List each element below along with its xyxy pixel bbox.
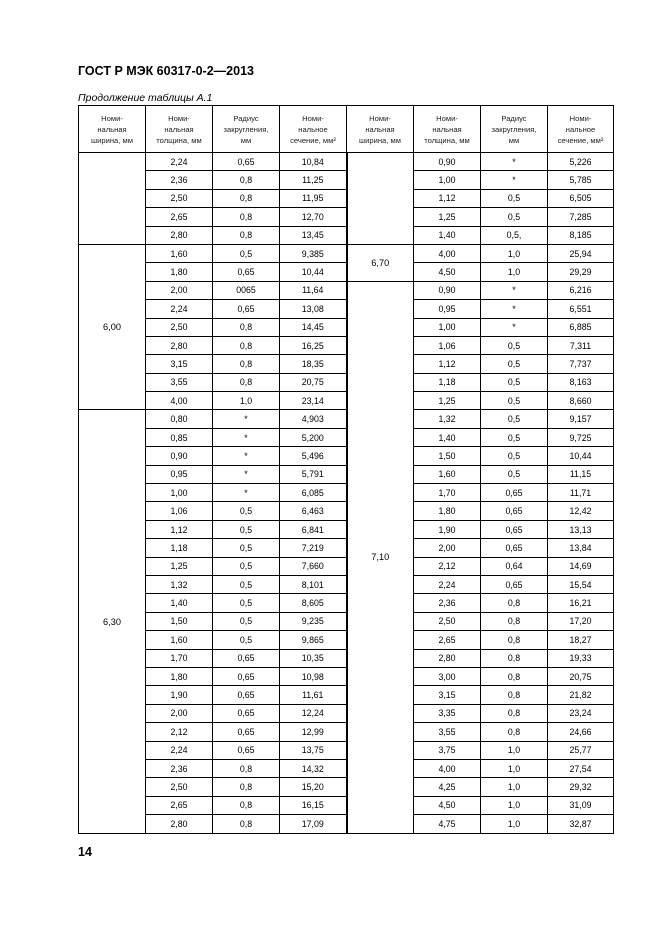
radius-cell: 0,5: [213, 539, 280, 557]
area-cell: 19,33: [548, 649, 614, 667]
thickness-cell: 1,12: [414, 355, 481, 373]
radius-cell: 0,5,: [481, 226, 548, 244]
thickness-cell: 2,36: [146, 171, 213, 189]
header-cell: Номи- нальное сечение, мм²: [548, 106, 614, 153]
radius-cell: *: [481, 281, 548, 299]
thickness-cell: 1,90: [414, 520, 481, 538]
area-cell: 9,157: [548, 410, 614, 428]
area-cell: 10,44: [280, 263, 347, 281]
thickness-cell: 1,18: [414, 373, 481, 391]
area-cell: 11,95: [280, 189, 347, 207]
thickness-cell: 3,15: [146, 355, 213, 373]
area-cell: 7,285: [548, 208, 614, 226]
table-row: [79, 281, 614, 299]
area-cell: 15,20: [280, 778, 347, 796]
radius-cell: 0,5: [481, 355, 548, 373]
table-body: [79, 153, 614, 834]
area-cell: 6,841: [280, 520, 347, 538]
width-cell: [79, 153, 146, 245]
table-row: [79, 392, 614, 410]
radius-cell: 0065: [213, 281, 280, 299]
thickness-cell: 1,32: [414, 410, 481, 428]
radius-cell: 0,8: [213, 796, 280, 814]
table-row: [79, 815, 614, 834]
area-cell: 11,25: [280, 171, 347, 189]
area-cell: 32,87: [548, 815, 614, 834]
thickness-cell: 2,12: [146, 723, 213, 741]
thickness-cell: 2,00: [146, 704, 213, 722]
table-row: [79, 336, 614, 354]
area-cell: 6,505: [548, 189, 614, 207]
header-cell: Номи- нальное сечение, мм²: [280, 106, 347, 153]
table-row: [79, 373, 614, 391]
area-cell: 18,27: [548, 631, 614, 649]
thickness-cell: 4,75: [414, 815, 481, 834]
thickness-cell: 1,18: [146, 539, 213, 557]
table-row: [79, 539, 614, 557]
area-cell: 4,903: [280, 410, 347, 428]
radius-cell: 0,5: [481, 428, 548, 446]
thickness-cell: 2,50: [146, 189, 213, 207]
area-cell: 13,84: [548, 539, 614, 557]
thickness-cell: 1,40: [146, 594, 213, 612]
width-cell: 6,30: [79, 410, 146, 834]
thickness-cell: 4,50: [414, 796, 481, 814]
area-cell: 13,08: [280, 300, 347, 318]
area-cell: 8,605: [280, 594, 347, 612]
radius-cell: 0,8: [213, 189, 280, 207]
thickness-cell: 1,25: [146, 557, 213, 575]
radius-cell: 0,65: [481, 575, 548, 593]
thickness-cell: 3,15: [414, 686, 481, 704]
radius-cell: 0,8: [481, 686, 548, 704]
thickness-cell: 0,80: [146, 410, 213, 428]
thickness-cell: 1,06: [414, 336, 481, 354]
header-cell: Радиус закругления, мм: [213, 106, 280, 153]
radius-cell: 1,0: [481, 741, 548, 759]
thickness-cell: 3,00: [414, 667, 481, 685]
radius-cell: 0,65: [213, 741, 280, 759]
radius-cell: 0,64: [481, 557, 548, 575]
table-row: [79, 686, 614, 704]
radius-cell: 0,8: [481, 631, 548, 649]
thickness-cell: 2,24: [414, 575, 481, 593]
thickness-cell: 1,50: [146, 612, 213, 630]
radius-cell: 0,8: [481, 594, 548, 612]
area-cell: 9,865: [280, 631, 347, 649]
header-cell: Номи- нальная толщина, мм: [146, 106, 213, 153]
area-cell: 6,216: [548, 281, 614, 299]
thickness-cell: 1,70: [414, 484, 481, 502]
thickness-cell: 1,80: [146, 667, 213, 685]
area-cell: 9,725: [548, 428, 614, 446]
area-cell: 17,20: [548, 612, 614, 630]
area-cell: 7,311: [548, 336, 614, 354]
header-cell: Номи- нальная ширина, мм: [79, 106, 146, 153]
thickness-cell: 3,55: [414, 723, 481, 741]
radius-cell: 0,65: [481, 484, 548, 502]
table-row: [79, 631, 614, 649]
radius-cell: 0,8: [481, 667, 548, 685]
area-cell: 12,99: [280, 723, 347, 741]
table-row: [79, 796, 614, 814]
radius-cell: 0,5: [481, 392, 548, 410]
thickness-cell: 1,60: [146, 631, 213, 649]
area-cell: 13,13: [548, 520, 614, 538]
area-cell: 14,32: [280, 759, 347, 777]
thickness-cell: 4,00: [146, 392, 213, 410]
radius-cell: 0,65: [481, 520, 548, 538]
area-cell: 14,45: [280, 318, 347, 336]
table-caption: Продолжение таблицы А.1: [78, 92, 213, 104]
thickness-cell: 2,24: [146, 153, 213, 171]
area-cell: 20,75: [548, 667, 614, 685]
area-cell: 7,660: [280, 557, 347, 575]
table-row: [79, 318, 614, 336]
table-row: [79, 410, 614, 428]
area-cell: 13,75: [280, 741, 347, 759]
thickness-cell: 1,70: [146, 649, 213, 667]
radius-cell: 0,8: [213, 171, 280, 189]
table-row: [79, 171, 614, 189]
table-row: [79, 594, 614, 612]
radius-cell: 0,65: [213, 723, 280, 741]
radius-cell: 0,5: [481, 208, 548, 226]
area-cell: 6,463: [280, 502, 347, 520]
area-cell: 29,32: [548, 778, 614, 796]
radius-cell: 0,65: [213, 649, 280, 667]
thickness-cell: 1,12: [414, 189, 481, 207]
thickness-cell: 4,50: [414, 263, 481, 281]
thickness-cell: 1,12: [146, 520, 213, 538]
header-cell: Радиус закругления, мм: [481, 106, 548, 153]
thickness-cell: 2,65: [146, 208, 213, 226]
thickness-cell: 2,80: [414, 649, 481, 667]
area-cell: 21,82: [548, 686, 614, 704]
radius-cell: 0,5: [481, 373, 548, 391]
thickness-cell: 1,60: [414, 465, 481, 483]
radius-cell: *: [481, 153, 548, 171]
radius-cell: *: [481, 300, 548, 318]
table-row: [79, 226, 614, 244]
area-cell: 12,42: [548, 502, 614, 520]
table-row: [79, 723, 614, 741]
area-cell: 10,44: [548, 447, 614, 465]
radius-cell: *: [213, 447, 280, 465]
area-cell: 5,791: [280, 465, 347, 483]
thickness-cell: 0,90: [414, 281, 481, 299]
thickness-cell: 0,95: [146, 465, 213, 483]
table-row: [79, 153, 614, 171]
thickness-cell: 1,06: [146, 502, 213, 520]
area-cell: 13,45: [280, 226, 347, 244]
thickness-cell: 1,90: [146, 686, 213, 704]
thickness-cell: 1,50: [414, 447, 481, 465]
radius-cell: 0,8: [213, 355, 280, 373]
radius-cell: 0,5: [213, 575, 280, 593]
radius-cell: 0,5: [213, 594, 280, 612]
thickness-cell: 4,00: [414, 244, 481, 262]
width-cell: [347, 153, 414, 245]
dimensions-table: [78, 105, 614, 834]
thickness-cell: 2,80: [146, 815, 213, 834]
area-cell: 29,29: [548, 263, 614, 281]
area-cell: 15,54: [548, 575, 614, 593]
radius-cell: *: [213, 465, 280, 483]
area-cell: 7,737: [548, 355, 614, 373]
area-cell: 31,09: [548, 796, 614, 814]
table-row: [79, 575, 614, 593]
thickness-cell: 0,85: [146, 428, 213, 446]
thickness-cell: 3,35: [414, 704, 481, 722]
radius-cell: 0,5: [481, 465, 548, 483]
area-cell: 7,219: [280, 539, 347, 557]
area-cell: 23,14: [280, 392, 347, 410]
width-cell: 6,70: [347, 244, 414, 281]
area-cell: 5,226: [548, 153, 614, 171]
radius-cell: 0,5: [213, 631, 280, 649]
thickness-cell: 1,00: [146, 484, 213, 502]
radius-cell: 0,65: [213, 153, 280, 171]
radius-cell: 0,8: [213, 318, 280, 336]
radius-cell: 0,65: [213, 686, 280, 704]
area-cell: 11,15: [548, 465, 614, 483]
radius-cell: 0,65: [481, 502, 548, 520]
area-cell: 24,66: [548, 723, 614, 741]
area-cell: 25,94: [548, 244, 614, 262]
radius-cell: 0,8: [481, 612, 548, 630]
table-header-row: [79, 106, 614, 153]
table-row: [79, 355, 614, 373]
radius-cell: 0,8: [213, 815, 280, 834]
radius-cell: 0,65: [213, 704, 280, 722]
radius-cell: 1,0: [213, 392, 280, 410]
radius-cell: 1,0: [481, 778, 548, 796]
page-number: 14: [78, 845, 92, 859]
table-row: [79, 649, 614, 667]
radius-cell: 0,5: [213, 612, 280, 630]
radius-cell: *: [213, 484, 280, 502]
area-cell: 8,163: [548, 373, 614, 391]
area-cell: 8,101: [280, 575, 347, 593]
table-row: [79, 667, 614, 685]
area-cell: 10,84: [280, 153, 347, 171]
radius-cell: 0,65: [481, 539, 548, 557]
area-cell: 5,496: [280, 447, 347, 465]
radius-cell: 1,0: [481, 796, 548, 814]
thickness-cell: 1,40: [414, 428, 481, 446]
area-cell: 12,24: [280, 704, 347, 722]
radius-cell: 0,8: [213, 759, 280, 777]
area-cell: 27,54: [548, 759, 614, 777]
area-cell: 8,185: [548, 226, 614, 244]
radius-cell: 0,5: [481, 447, 548, 465]
table-row: [79, 447, 614, 465]
radius-cell: 0,8: [213, 208, 280, 226]
thickness-cell: 2,24: [146, 741, 213, 759]
thickness-cell: 2,00: [146, 281, 213, 299]
area-cell: 17,09: [280, 815, 347, 834]
radius-cell: 0,8: [213, 373, 280, 391]
radius-cell: *: [481, 171, 548, 189]
thickness-cell: 2,65: [414, 631, 481, 649]
thickness-cell: 2,24: [146, 300, 213, 318]
thickness-cell: 1,80: [146, 263, 213, 281]
radius-cell: 0,5: [481, 189, 548, 207]
radius-cell: 0,5: [481, 336, 548, 354]
table-row: [79, 189, 614, 207]
thickness-cell: 2,12: [414, 557, 481, 575]
table-row: [79, 704, 614, 722]
thickness-cell: 1,00: [414, 171, 481, 189]
table-row: [79, 557, 614, 575]
radius-cell: 0,5: [213, 520, 280, 538]
radius-cell: 0,5: [213, 557, 280, 575]
thickness-cell: 1,40: [414, 226, 481, 244]
thickness-cell: 1,25: [414, 392, 481, 410]
area-cell: 10,35: [280, 649, 347, 667]
radius-cell: 0,8: [481, 723, 548, 741]
width-cell: 7,10: [347, 281, 414, 833]
area-cell: 8,660: [548, 392, 614, 410]
table-row: [79, 612, 614, 630]
table-row: [79, 465, 614, 483]
thickness-cell: 3,75: [414, 741, 481, 759]
thickness-cell: 2,36: [414, 594, 481, 612]
thickness-cell: 2,00: [414, 539, 481, 557]
header-cell: Номи- нальная толщина, мм: [414, 106, 481, 153]
radius-cell: *: [481, 318, 548, 336]
thickness-cell: 4,25: [414, 778, 481, 796]
radius-cell: 0,8: [213, 778, 280, 796]
area-cell: 25,77: [548, 741, 614, 759]
area-cell: 18,35: [280, 355, 347, 373]
thickness-cell: 2,80: [146, 226, 213, 244]
radius-cell: 0,65: [213, 667, 280, 685]
thickness-cell: 1,60: [146, 244, 213, 262]
document-title: ГОСТ Р МЭК 60317-0-2—2013: [78, 64, 254, 78]
thickness-cell: 0,95: [414, 300, 481, 318]
thickness-cell: 0,90: [146, 447, 213, 465]
radius-cell: 0,8: [213, 336, 280, 354]
thickness-cell: 2,65: [146, 796, 213, 814]
radius-cell: 0,8: [213, 226, 280, 244]
radius-cell: 1,0: [481, 815, 548, 834]
area-cell: 6,551: [548, 300, 614, 318]
header-cell: Номи- нальная ширина, мм: [347, 106, 414, 153]
thickness-cell: 1,25: [414, 208, 481, 226]
area-cell: 6,085: [280, 484, 347, 502]
table-row: [79, 520, 614, 538]
table-row: [79, 300, 614, 318]
area-cell: 16,21: [548, 594, 614, 612]
radius-cell: 1,0: [481, 263, 548, 281]
area-cell: 11,61: [280, 686, 347, 704]
area-cell: 16,15: [280, 796, 347, 814]
thickness-cell: 4,00: [414, 759, 481, 777]
area-cell: 12,70: [280, 208, 347, 226]
radius-cell: 1,0: [481, 759, 548, 777]
area-cell: 11,64: [280, 281, 347, 299]
area-cell: 14,69: [548, 557, 614, 575]
table-row: [79, 484, 614, 502]
area-cell: 10,98: [280, 667, 347, 685]
thickness-cell: 1,80: [414, 502, 481, 520]
area-cell: 5,200: [280, 428, 347, 446]
radius-cell: 0,5: [481, 410, 548, 428]
thickness-cell: 0,90: [414, 153, 481, 171]
radius-cell: 0,5: [213, 244, 280, 262]
thickness-cell: 2,36: [146, 759, 213, 777]
table-row: [79, 759, 614, 777]
table-row: [79, 428, 614, 446]
thickness-cell: 2,80: [146, 336, 213, 354]
area-cell: 9,385: [280, 244, 347, 262]
area-cell: 23,24: [548, 704, 614, 722]
width-cell: 6,00: [79, 244, 146, 410]
table-row: [79, 502, 614, 520]
area-cell: 6,885: [548, 318, 614, 336]
radius-cell: 0,5: [213, 502, 280, 520]
area-cell: 20,75: [280, 373, 347, 391]
table-row: [79, 263, 614, 281]
thickness-cell: 1,00: [414, 318, 481, 336]
radius-cell: *: [213, 428, 280, 446]
table-row: [79, 741, 614, 759]
area-cell: 16,25: [280, 336, 347, 354]
radius-cell: *: [213, 410, 280, 428]
thickness-cell: 2,50: [414, 612, 481, 630]
area-cell: 5,785: [548, 171, 614, 189]
thickness-cell: 1,32: [146, 575, 213, 593]
thickness-cell: 3,55: [146, 373, 213, 391]
thickness-cell: 2,50: [146, 318, 213, 336]
radius-cell: 0,65: [213, 300, 280, 318]
thickness-cell: 2,50: [146, 778, 213, 796]
table-row: [79, 208, 614, 226]
area-cell: 11,71: [548, 484, 614, 502]
table-row: [79, 778, 614, 796]
radius-cell: 0,8: [481, 649, 548, 667]
table-row: [79, 244, 614, 262]
radius-cell: 0,65: [213, 263, 280, 281]
radius-cell: 0,8: [481, 704, 548, 722]
radius-cell: 1,0: [481, 244, 548, 262]
area-cell: 9,235: [280, 612, 347, 630]
